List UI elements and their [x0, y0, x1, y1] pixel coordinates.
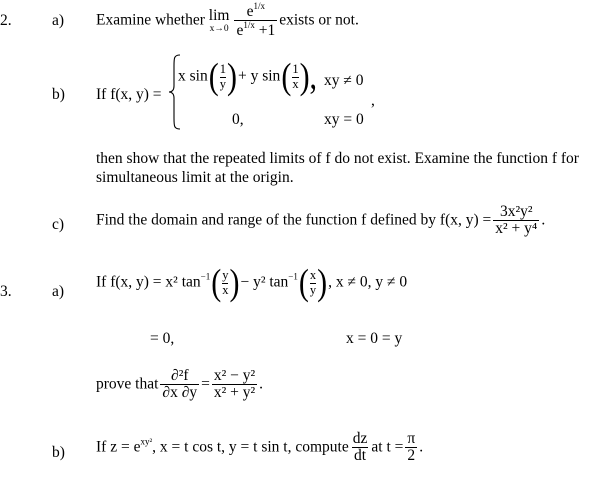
- q3b-pre: If z = e: [96, 438, 141, 456]
- q2a-post: exists or not.: [279, 11, 359, 29]
- q2c-numerator: 3x²y²: [500, 203, 533, 220]
- question-3-number: 3.: [0, 283, 12, 300]
- q3a-condition: , x ≠ 0, y ≠ 0: [328, 273, 408, 291]
- prove-that-text: prove that: [96, 375, 159, 393]
- q3a-lhs: If f(x, y) = x² tan: [96, 273, 201, 291]
- q3a-zero-condition: x = 0 = y: [346, 330, 403, 347]
- q3a-zero-case: = 0,: [150, 330, 175, 347]
- q2b-lhs: If f(x, y) =: [96, 86, 162, 103]
- q2c-label: c): [52, 216, 65, 233]
- q3b-statement: If $z = e^{xy^2}$, x = t cos t, y = t sin t, compute $\frac{dz}{dt}$ at t = $\frac{\pi}{2}$ .: [96, 430, 424, 465]
- q2a-denominator: $e^{1/x} +1$: [236, 20, 276, 40]
- q2a-numerator: $e^{1/x}$: [246, 1, 266, 20]
- q2b-comma: ,: [371, 92, 375, 109]
- q2c-statement: Find the domain and range of the function f defined by f(x, y) = $\frac{\text{3x²y²}}{\text{x² + y⁴}}$ .: [96, 203, 546, 238]
- case1-xsin: x sin: [178, 67, 208, 85]
- q3b-label: b): [52, 444, 65, 461]
- q2c-text: Find the domain and range of the function f defined by f(x, y) =: [96, 211, 492, 229]
- q3b-at: at t =: [371, 438, 404, 456]
- q2a-statement: [96, 2, 359, 40]
- mixed-partial-derivative: $\frac{\text{∂²f}}{\partial x \partial y}$: [162, 367, 198, 402]
- q2a-pre: Examine whether: [96, 11, 209, 29]
- limit-operator: [209, 7, 230, 34]
- right-paren: ),: [299, 55, 318, 97]
- lim-subscript: x→0: [209, 23, 229, 34]
- q2c-fraction: [493, 204, 539, 238]
- q3a-function: If f(x, y) = x² $\tan^{-1}$( $\frac{y}{x}$ )− y² $\tan^{-1}$( $\frac{x}{y}$ ), x ≠ 0, y ≠ 0: [96, 261, 408, 303]
- q2c-denominator: x² + y⁴: [495, 220, 538, 238]
- q2b-case-2-value: 0,: [232, 111, 244, 128]
- dz-dt-fraction: $\frac{dz}{dt}$: [352, 430, 368, 465]
- q2a-label: a): [52, 12, 65, 29]
- pi-over-two: $\frac{\pi}{2}$: [407, 430, 416, 465]
- case1-ysin: + y sin: [237, 67, 281, 85]
- right-paren: ): [226, 55, 237, 97]
- left-paren: (: [208, 55, 219, 97]
- q2b-line-2: simultaneous limit at the origin.: [96, 169, 294, 186]
- q3a-label: a): [52, 283, 65, 300]
- q2b-label: b): [52, 86, 65, 103]
- question-2-number: 2.: [0, 12, 12, 29]
- x-over-y: $\frac{x}{y}$: [309, 268, 317, 297]
- left-paren: (: [281, 55, 292, 97]
- q3b-mid: , x = t cos t, y = t sin t, compute: [152, 438, 349, 456]
- q3b-exponent: xy²: [140, 436, 153, 447]
- lim-text: lim: [208, 7, 230, 25]
- one-over-x: $\frac{1}{x}$: [292, 62, 299, 91]
- q3a-prove: prove that $\frac{\text{∂²f}}{\partial x \partial y}$ = $\frac{\text{x² − y²}}{\text{x² + y²}}$ .: [96, 367, 264, 402]
- q2b-case1-condition: xy ≠ 0: [324, 72, 364, 89]
- q2a-fraction: [234, 2, 277, 40]
- q3a-result-fraction: $\frac{\text{x² − y²}}{\text{x² + y²}}$: [213, 367, 256, 402]
- q2b-case-1: [178, 55, 318, 97]
- y-over-x: $\frac{y}{x}$: [222, 268, 229, 297]
- q2b-line-1: then show that the repeated limits of f do not exist. Examine the function f for: [96, 150, 579, 167]
- q3a-mid: − y² tan: [240, 273, 289, 291]
- one-over-y: $\frac{1}{y}$: [219, 62, 226, 91]
- q2b-case2-condition: xy = 0: [324, 111, 364, 128]
